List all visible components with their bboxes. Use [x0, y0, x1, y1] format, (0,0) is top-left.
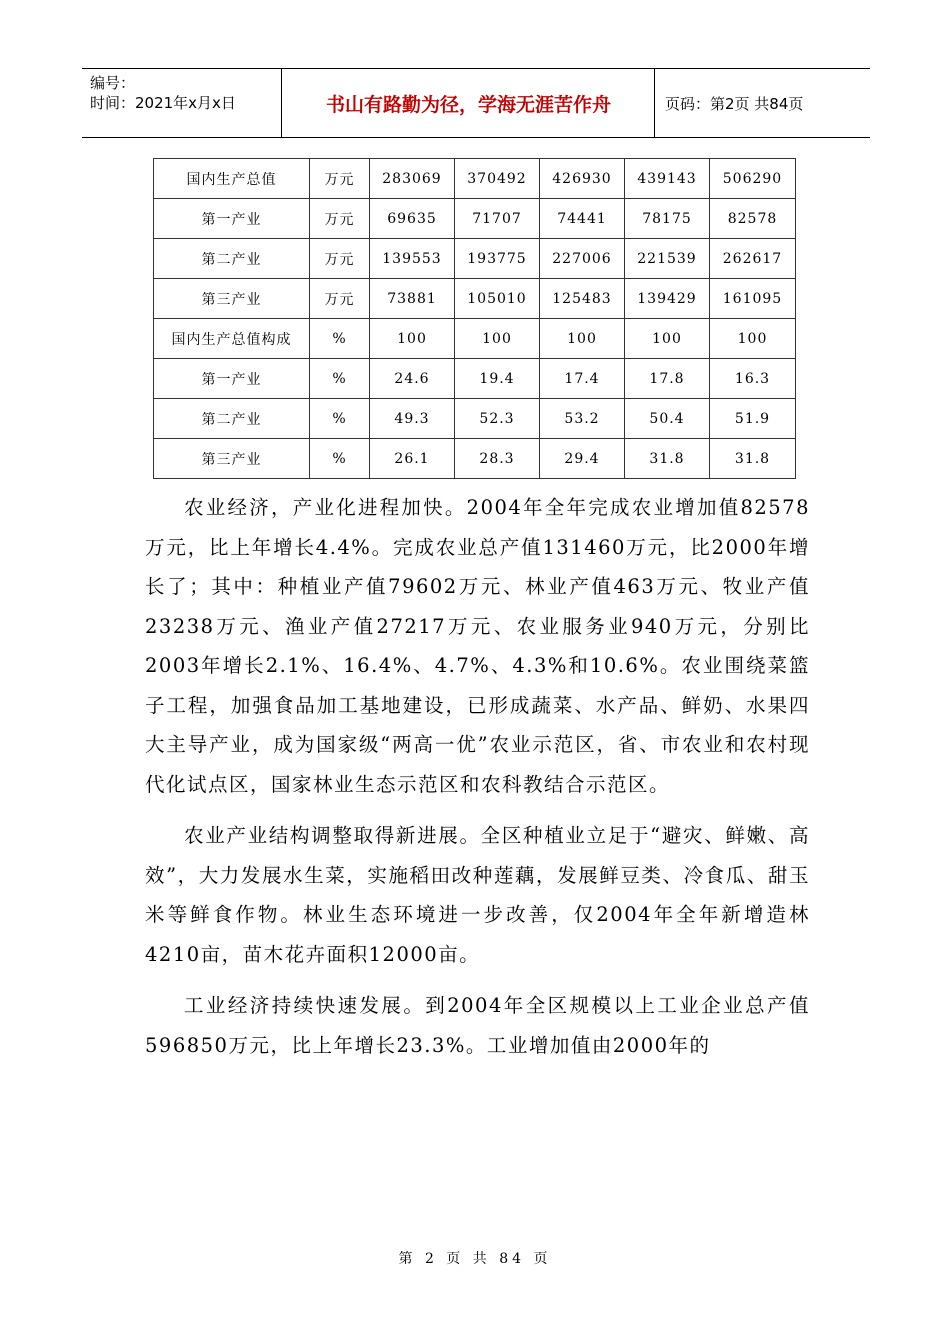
- value-cell: 73881: [370, 279, 455, 319]
- value-cell: 139553: [370, 239, 455, 279]
- value-cell: 139429: [625, 279, 710, 319]
- value-cell: 50.4: [625, 399, 710, 439]
- value-cell: 26.1: [370, 439, 455, 479]
- value-cell: 370492: [455, 159, 540, 199]
- value-cell: 221539: [625, 239, 710, 279]
- value-cell: 100: [540, 319, 625, 359]
- value-cell: 17.8: [625, 359, 710, 399]
- value-cell: 426930: [540, 159, 625, 199]
- row-label: 第二产业: [154, 239, 310, 279]
- table-row: [154, 439, 796, 479]
- row-label: 第三产业: [154, 439, 310, 479]
- value-cell: 52.3: [455, 399, 540, 439]
- value-cell: 100: [710, 319, 796, 359]
- value-cell: 16.3: [710, 359, 796, 399]
- value-cell: 74441: [540, 199, 625, 239]
- value-cell: 105010: [455, 279, 540, 319]
- unit-cell: %: [310, 359, 370, 399]
- header-meta: [82, 69, 282, 137]
- value-cell: 19.4: [455, 359, 540, 399]
- value-cell: 283069: [370, 159, 455, 199]
- page-footer: 第 2 页 共 84 页: [398, 1251, 552, 1267]
- value-cell: 31.8: [625, 439, 710, 479]
- page-header: [82, 68, 870, 138]
- table-row: [154, 319, 796, 359]
- paragraph-industry: 工业经济持续快速发展。到2004年全区规模以上工业企业总产值596850万元，比上年增长23.3%。工业增加值由2000年的: [145, 994, 810, 1057]
- row-label: 国内生产总值构成: [154, 319, 310, 359]
- value-cell: 439143: [625, 159, 710, 199]
- unit-cell: 万元: [310, 279, 370, 319]
- unit-cell: %: [310, 319, 370, 359]
- value-cell: 193775: [455, 239, 540, 279]
- paragraph-agriculture: 农业经济，产业化进程加快。2004年全年完成农业增加值82578万元，比上年增长4.4%。完成农业总产值131460万元，比2000年增长了；其中：种植业产值79602万元、林业产值463万元、牧业产值23238万元、渔业产值27217万元、农业服务业940万元，分别比2003年增长2.1%、16.4%、4.7%、4.3%和10.6%。农业围绕菜篮子工程，加强食品加工基地建设，已形成蔬菜、水产品、鲜奶、水果四大主导产业，成为国家级“两高一优”农业示范区，省、市农业和农村现代化试点区，国家林业生态示范区和农科教结合示范区。: [145, 496, 810, 796]
- document-date-label: 时间：2021年x月x日: [90, 94, 236, 112]
- value-cell: 51.9: [710, 399, 796, 439]
- value-cell: 24.6: [370, 359, 455, 399]
- header-page-number: 页码：第2页 共84页: [665, 94, 804, 113]
- value-cell: 28.3: [455, 439, 540, 479]
- unit-cell: 万元: [310, 199, 370, 239]
- value-cell: 227006: [540, 239, 625, 279]
- value-cell: 125483: [540, 279, 625, 319]
- table-row: [154, 159, 796, 199]
- value-cell: 100: [370, 319, 455, 359]
- table-row: [154, 359, 796, 399]
- header-motto: 书山有路勤为径，学海无涯苦作舟: [283, 69, 655, 137]
- row-label: 第三产业: [154, 279, 310, 319]
- table-row: [154, 239, 796, 279]
- row-label: 国内生产总值: [154, 159, 310, 199]
- unit-cell: %: [310, 399, 370, 439]
- table-row: [154, 399, 796, 439]
- value-cell: 82578: [710, 199, 796, 239]
- document-number-label: 编号：: [90, 74, 136, 92]
- unit-cell: 万元: [310, 159, 370, 199]
- value-cell: 262617: [710, 239, 796, 279]
- row-label: 第一产业: [154, 359, 310, 399]
- value-cell: 78175: [625, 199, 710, 239]
- value-cell: 100: [625, 319, 710, 359]
- unit-cell: 万元: [310, 239, 370, 279]
- value-cell: 49.3: [370, 399, 455, 439]
- value-cell: 71707: [455, 199, 540, 239]
- value-cell: 161095: [710, 279, 796, 319]
- table-row: [154, 279, 796, 319]
- gdp-table: [153, 158, 796, 479]
- row-label: 第一产业: [154, 199, 310, 239]
- row-label: 第二产业: [154, 399, 310, 439]
- value-cell: 53.2: [540, 399, 625, 439]
- value-cell: 17.4: [540, 359, 625, 399]
- unit-cell: %: [310, 439, 370, 479]
- value-cell: 29.4: [540, 439, 625, 479]
- value-cell: 69635: [370, 199, 455, 239]
- table-row: [154, 199, 796, 239]
- value-cell: 506290: [710, 159, 796, 199]
- value-cell: 100: [455, 319, 540, 359]
- body-text: [145, 488, 810, 1065]
- value-cell: 31.8: [710, 439, 796, 479]
- paragraph-structure: 农业产业结构调整取得新进展。全区种植业立足于“避灾、鲜嫩、高效”，大力发展水生菜，实施稻田改种莲藕，发展鲜豆类、冷食瓜、甜玉米等鲜食作物。林业生态环境进一步改善，仅2004年全年新增造林4210亩，苗木花卉面积12000亩。: [145, 824, 810, 966]
